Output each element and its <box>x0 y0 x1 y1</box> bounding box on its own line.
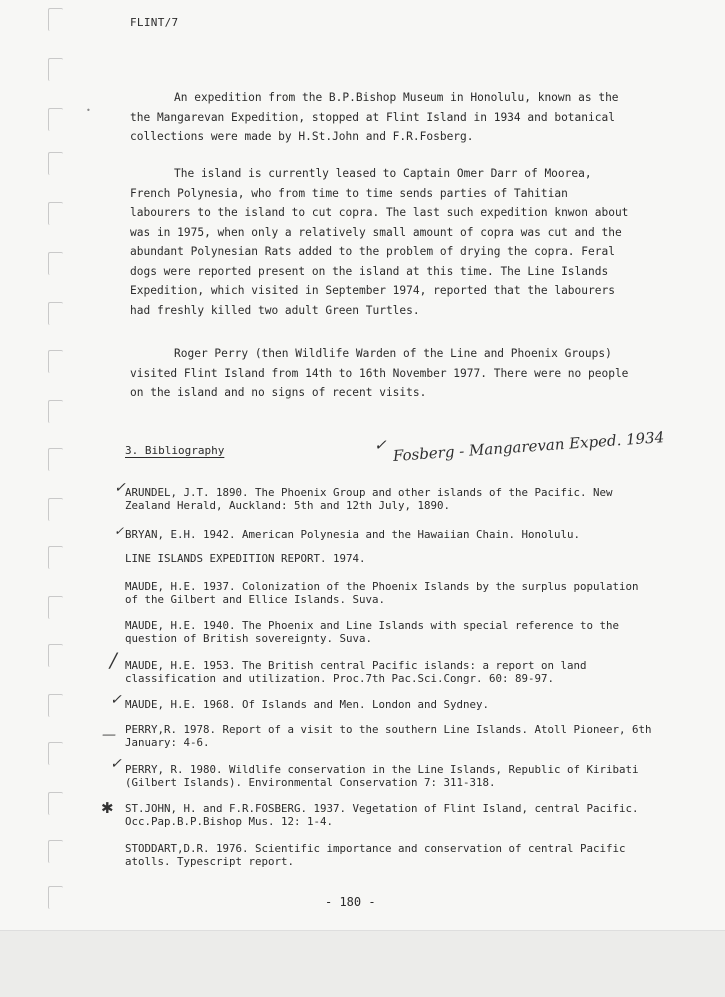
entry-mark: ✓ <box>110 692 122 708</box>
binder-hole <box>48 644 63 667</box>
entry-mark: / <box>110 648 117 672</box>
bibliography-entry: ST.JOHN, H. and F.R.FOSBERG. 1937. Vegetation of Flint Island, central Pacific. Occ.Pap.B.P.Bishop Mus. 12: 1-4. <box>125 802 639 828</box>
bibliography-entry: MAUDE, H.E. 1937. Colonization of the Phoenix Islands by the surplus population of the Gilbert and Ellice Islands. Suva. <box>125 580 639 606</box>
binder-hole <box>48 108 63 131</box>
binder-hole <box>48 400 63 423</box>
bibliography-entry: MAUDE, H.E. 1940. The Phoenix and Line Islands with special reference to the question of British sovereignty. Suva. <box>125 619 620 645</box>
margin-mark: • <box>86 106 91 115</box>
binder-hole <box>48 202 63 225</box>
entry-mark: ✓ <box>114 524 125 538</box>
binder-hole <box>48 792 63 815</box>
bibliography-entry: PERRY,R. 1978. Report of a visit to the southern Line Islands. Atoll Pioneer, 6th January: 4-6. <box>125 723 652 749</box>
paragraph-lease: The island is currently leased to Captain Omer Darr of Moorea, French Polynesia, who from time to time sends parties of Tahitian labourers to the island to cut copra. The last such expedition knwon about was in 1975, when only a relatively small amount of copra was cut and the abundant Polynesian Rats added to the problem of drying the copra. Feral dogs were reported present on the island at this time. The Line Islands Expedition, which visited in September 1974, reported that the labourers had freshly killed two adult Green Turtles. <box>130 167 629 317</box>
bibliography-entry: MAUDE, H.E. 1968. Of Islands and Men. London and Sydney. <box>125 698 490 711</box>
binder-hole <box>48 302 63 325</box>
paragraph-perry-visit: Roger Perry (then Wildlife Warden of the Line and Phoenix Groups) visited Flint Island from 14th to 16th November 1977. There were no people on the island and no signs of recent visits. <box>130 347 629 399</box>
entry-mark: ✱ <box>101 799 114 817</box>
binder-hole <box>48 252 63 275</box>
binder-hole <box>48 58 63 81</box>
binder-hole <box>48 546 63 569</box>
page-number: - 180 - <box>325 895 376 909</box>
page-header-ref: FLINT/7 <box>130 16 179 29</box>
binder-hole <box>48 840 63 863</box>
paragraph-expedition: An expedition from the B.P.Bishop Museum in Honolulu, known as the the Mangarevan Expedition, stopped at Flint Island in 1934 and botanical collections were made by H.St.John and F.R.Fosberg. <box>130 91 619 143</box>
binder-hole <box>48 886 63 909</box>
entry-mark: — <box>102 727 116 743</box>
binder-hole <box>48 694 63 717</box>
binder-hole <box>48 448 63 471</box>
binder-hole <box>48 596 63 619</box>
bibliography-entry: BRYAN, E.H. 1942. American Polynesia and the Hawaiian Chain. Honolulu. <box>125 528 581 541</box>
binder-hole <box>48 350 63 373</box>
bibliography-entry: LINE ISLANDS EXPEDITION REPORT. 1974. <box>125 552 366 565</box>
handwritten-check: ✓ <box>374 436 387 454</box>
entry-mark: ✓ <box>110 756 122 772</box>
bibliography-entry: STODDART,D.R. 1976. Scientific importance and conservation of central Pacific atolls. Typescript report. <box>125 842 626 868</box>
scan-background <box>0 930 725 997</box>
binder-hole <box>48 152 63 175</box>
entry-mark: ✓ <box>114 480 126 496</box>
bibliography-entry: ARUNDEL, J.T. 1890. The Phoenix Group and other islands of the Pacific. New Zealand Herald, Auckland: 5th and 12th July, 1890. <box>125 486 613 512</box>
bibliography-heading: 3. Bibliography <box>125 444 225 457</box>
binder-hole <box>48 742 63 765</box>
bibliography-entry: PERRY, R. 1980. Wildlife conservation in the Line Islands, Republic of Kiribati (Gilbert Islands). Environmental Conservation 7: 311-318. <box>125 763 639 789</box>
binder-hole <box>48 8 63 31</box>
binder-hole <box>48 498 63 521</box>
handwritten-annotation: Fosberg - Mangarevan Exped. 1934 <box>392 428 665 465</box>
bibliography-entry: MAUDE, H.E. 1953. The British central Pacific islands: a report on land classification and utilization. Proc.7th Pac.Sci.Congr. 60: 89-97. <box>125 659 587 685</box>
